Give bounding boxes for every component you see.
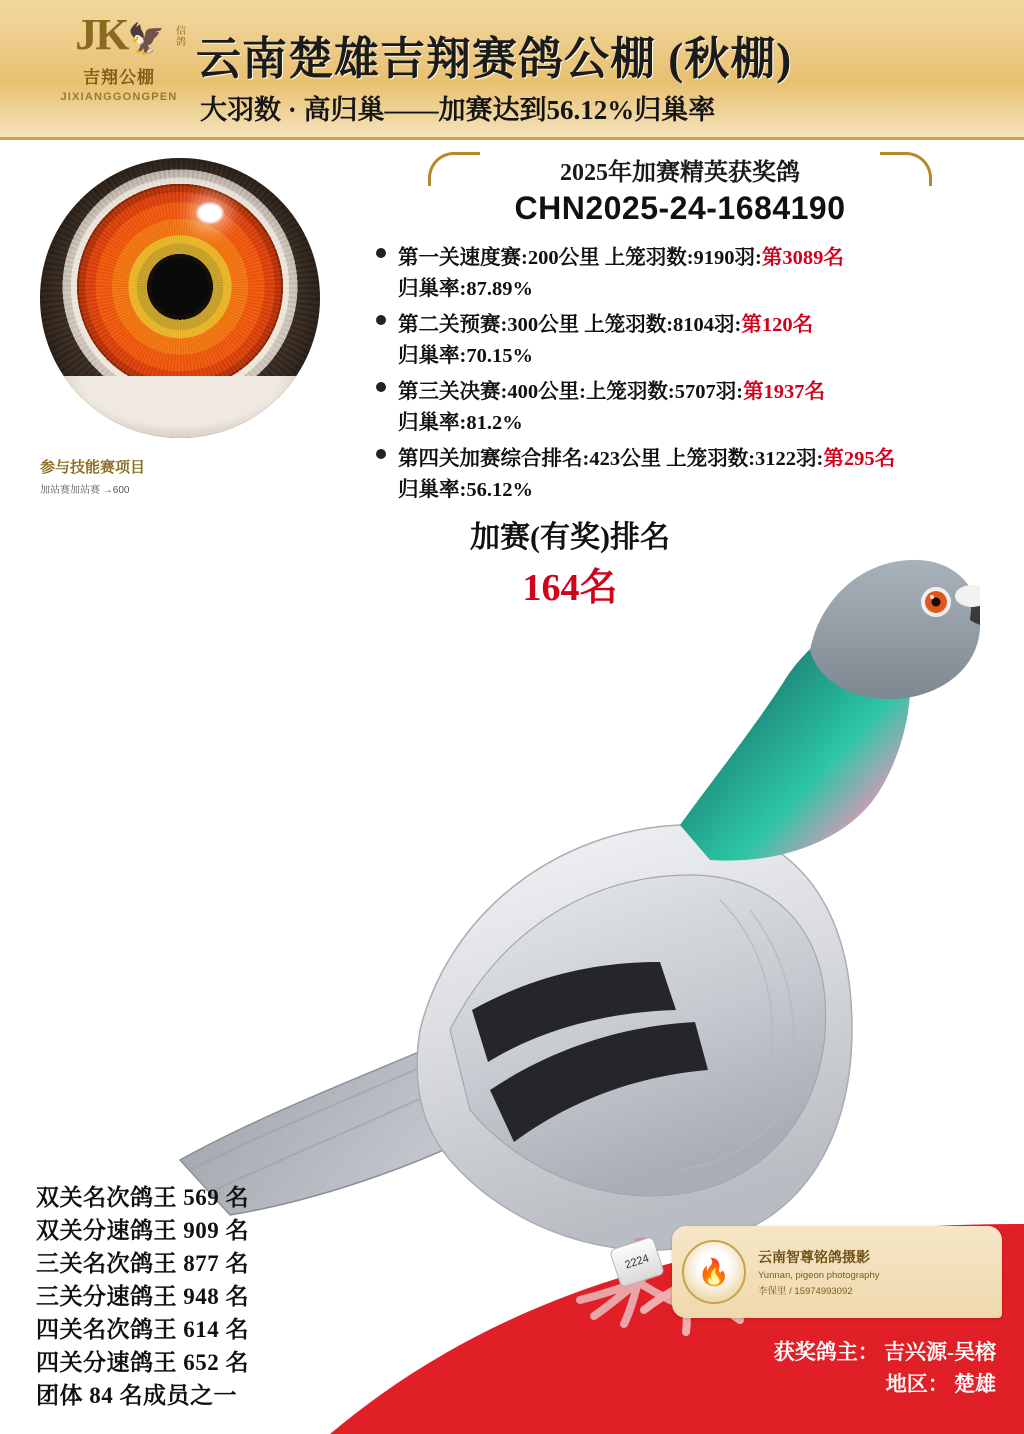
race-return-rate: 归巢率:81.2% (398, 412, 523, 434)
owner-info (774, 1336, 996, 1400)
bullet-icon (376, 315, 386, 325)
race-result-row (372, 374, 1012, 435)
race-rank: 第295名 (823, 448, 896, 470)
race-detail-text: 第二关预赛:300公里 上笼羽数:8104羽: (398, 314, 742, 336)
king-ranking-row: 四关分速鸽王 652 名 (36, 1350, 249, 1375)
page-title: 云南楚雄吉翔赛鸽公棚 (秋棚) (196, 34, 793, 84)
race-return-rate: 归巢率:87.89% (398, 278, 533, 300)
owner-region: 地区： 楚雄 (885, 1372, 996, 1396)
extra-race-title: 加赛(有奖)排名 (470, 521, 670, 554)
bullet-icon (376, 449, 386, 459)
page-subtitle: 大羽数 · 高归巢——加赛达到56.12%归巢率 (200, 95, 716, 125)
race-return-rate: 归巢率:56.12% (398, 479, 533, 501)
race-rank: 第3089名 (761, 247, 844, 269)
king-ranking-row: 四关名次鸽王 614 名 (36, 1317, 249, 1342)
race-line-1 (398, 441, 1012, 471)
king-ranking-row: 三关分速鸽王 948 名 (36, 1284, 249, 1309)
award-ring-code: CHN2025-24-1684190 (514, 190, 846, 226)
logo-side-text: 信鸽 (176, 26, 186, 48)
race-return-rate: 归巢率:70.15% (398, 345, 533, 367)
award-ring-block (420, 148, 940, 238)
race-detail-text: 第四关加赛综合排名:423公里 上笼羽数:3122羽: (398, 448, 824, 470)
page-header (0, 0, 1024, 140)
logo-mark: JK🦅 (75, 10, 163, 59)
photographer-text (758, 1247, 880, 1297)
photographer-badge (672, 1226, 1002, 1318)
photographer-name-cn: 云南智尊铭鸽摄影 (758, 1251, 870, 1266)
eye-lower-lid (40, 376, 320, 438)
logo-name-en: JIXIANGGONGPEN (60, 91, 178, 103)
race-result-row (372, 240, 1012, 301)
logo (44, 12, 194, 132)
race-rank: 第1937名 (743, 381, 826, 403)
race-results-list (372, 240, 1012, 508)
race-rank: 第120名 (741, 314, 814, 336)
award-ring-title: 2025年加赛精英获奖鸽 (480, 152, 880, 187)
pigeon-eye-pupil (932, 598, 941, 607)
eye-note: 加站赛加站赛 →600 (40, 485, 130, 496)
owner-name: 获奖鸽主： 吉兴源-吴榕 (773, 1340, 996, 1364)
eye-caption: 参与技能赛项目 (40, 460, 146, 476)
leg-ring-band: 2224 (609, 1236, 665, 1288)
pigeon-head (810, 560, 980, 699)
logo-name-cn: 吉翔公棚 (83, 68, 155, 87)
photographer-name-en: Yunnan, pigeon photography (758, 1270, 880, 1281)
race-line-1 (398, 240, 1012, 270)
photographer-contact: 李保里 / 15974993092 (758, 1286, 853, 1297)
race-detail-text: 第一关速度赛:200公里 上笼羽数:9190羽: (398, 247, 762, 269)
eye-highlight-icon (197, 203, 223, 223)
bullet-icon (376, 382, 386, 392)
pigeon-eye-glint (930, 595, 934, 599)
race-line-1 (398, 307, 1012, 337)
king-ranking-row: 双关分速鸽王 909 名 (36, 1218, 249, 1243)
king-ranking-row: 双关名次鸽王 569 名 (36, 1185, 249, 1210)
king-ranking-row: 三关名次鸽王 877 名 (36, 1251, 249, 1276)
race-result-row (372, 307, 1012, 368)
king-ranking-row: 团体 84 名成员之一 (36, 1383, 237, 1408)
king-ranking-list (36, 1181, 366, 1412)
dove-icon: 🦅 (127, 23, 163, 56)
race-line-1 (398, 374, 1012, 404)
photographer-logo-icon: 🔥 (682, 1240, 746, 1304)
pigeon-eye-photo (40, 158, 320, 496)
race-detail-text: 第三关决赛:400公里:上笼羽数:5707羽: (398, 381, 744, 403)
bullet-icon (376, 248, 386, 258)
extra-race-rank: 164名 (522, 567, 618, 609)
eye-image (40, 158, 320, 438)
